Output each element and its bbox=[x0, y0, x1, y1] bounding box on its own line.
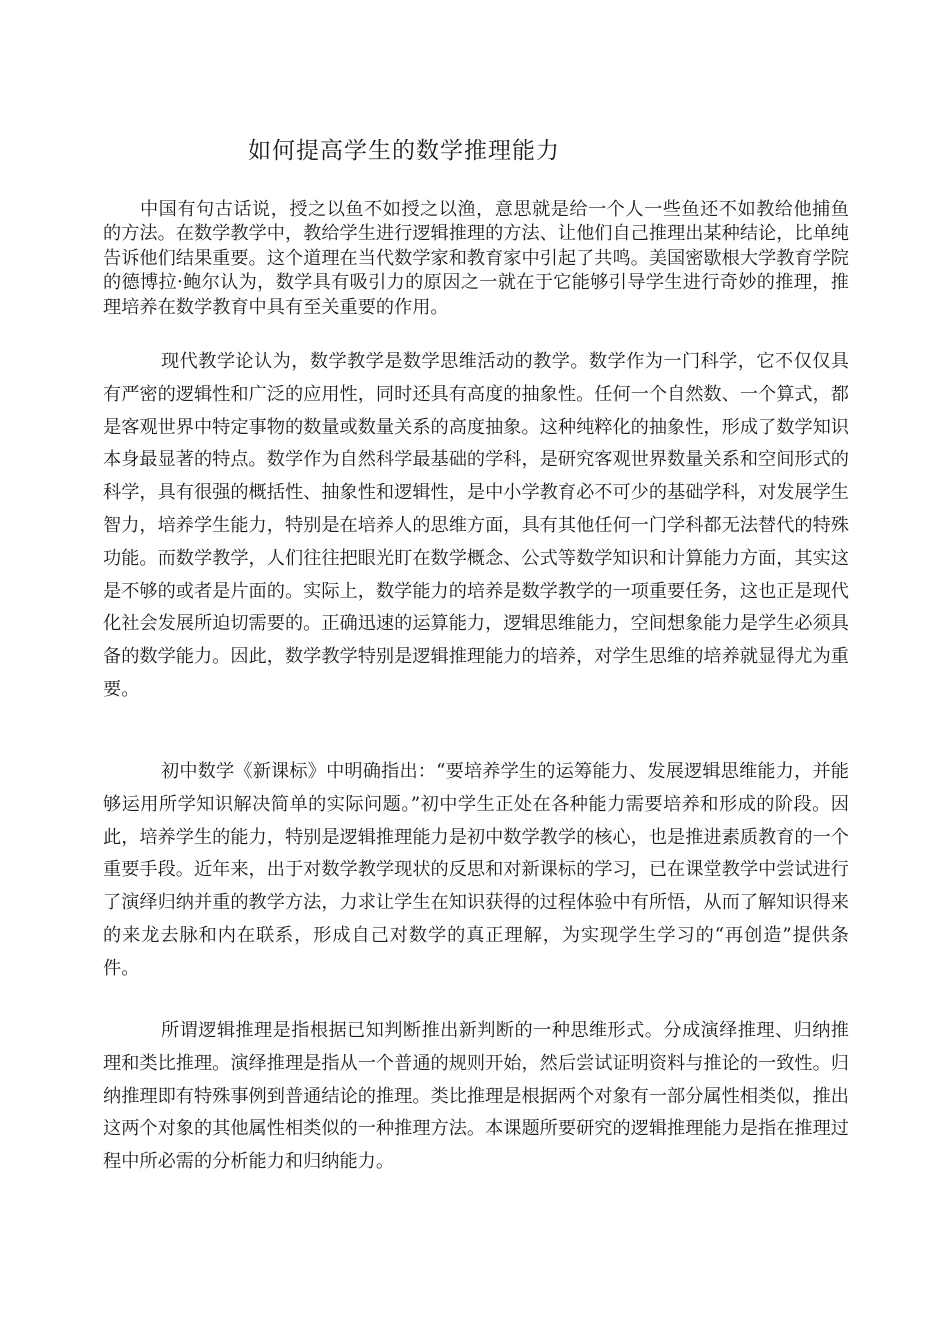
paragraph-intro: 中国有句古话说，授之以鱼不如授之以渔，意思就是给一个人一些鱼还不如教给他捕鱼的方法。在数学教学中，教给学生进行逻辑推理的方法、让他们自己推理出某种结论，比单纯告诉他们结果重要。这个道理在当代数学家和教育家中引起了共鸣。美国密歇根大学教育学院的德博拉·鲍尔认为，数学具有吸引力的原因之一就在于它能够引导学生进行奇妙的推理，推理培养在数学教育中具有至关重要的作用。 bbox=[103, 199, 849, 318]
paragraph-new-curriculum: 初中数学《新课标》中明确指出：“要培养学生的运筹能力、发展逻辑思维能力，并能够运用所学知识解决简单的实际问题。”初中学生正处在各种能力需要培养和形成的阶段。因此，培养学生的能力，特别是逻辑推理能力是初中数学教学的核心，也是推进素质教育的一个重要手段。近年来，出于对数学教学现状的反思和对新课标的学习，已在课堂教学中尝试进行了演绎归纳并重的教学方法，力求让学生在知识获得的过程体验中有所悟，从而了解知识得来的来龙去脉和内在联系，形成自己对数学的真正理解，为实现学生学习的“再创造”提供条件。 bbox=[103, 761, 849, 979]
paragraph-logical-reasoning: 所谓逻辑推理是指根据已知判断推出新判断的一种思维形式。分成演绎推理、归纳推理和类比推理。演绎推理是指从一个普通的规则开始，然后尝试证明资料与推论的一致性。归纳推理即有特殊事例到普通结论的推理。类比推理是根据两个对象有一部分属性相类似，推出这两个对象的其他属性相类似的一种推理方法。本课题所要研究的逻辑推理能力是指在推理过程中所必需的分析能力和归纳能力。 bbox=[103, 1020, 849, 1173]
paragraph-modern-teaching: 现代教学论认为，数学教学是数学思维活动的教学。数学作为一门科学，它不仅仅具有严密的逻辑性和广泛的应用性，同时还具有高度的抽象性。任何一个自然数、一个算式，都是客观世界中特定事物的数量或数量关系的高度抽象。这种纯粹化的抽象性，形成了数学知识本身最显著的特点。数学作为自然科学最基础的学科，是研究客观世界数量关系和空间形式的科学，具有很强的概括性、抽象性和逻辑性，是中小学教育必不可少的基础学科，对发展学生智力，培养学生能力，特别是在培养人的思维方面，具有其他任何一门学科都无法替代的特殊功能。而数学教学，人们往往把眼光盯在数学概念、公式等数学知识和计算能力方面，其实这是不够的或者是片面的。实际上，数学能力的培养是数学教学的一项重要任务，这也正是现代化社会发展所迫切需要的。正确迅速的运算能力，逻辑思维能力，空间想象能力是学生必须具备的数学能力。因此，数学教学特别是逻辑推理能力的培养，对学生思维的培养就显得尤为重要。 bbox=[103, 351, 849, 700]
document-title: 如何提高学生的数学推理能力 bbox=[248, 138, 560, 164]
